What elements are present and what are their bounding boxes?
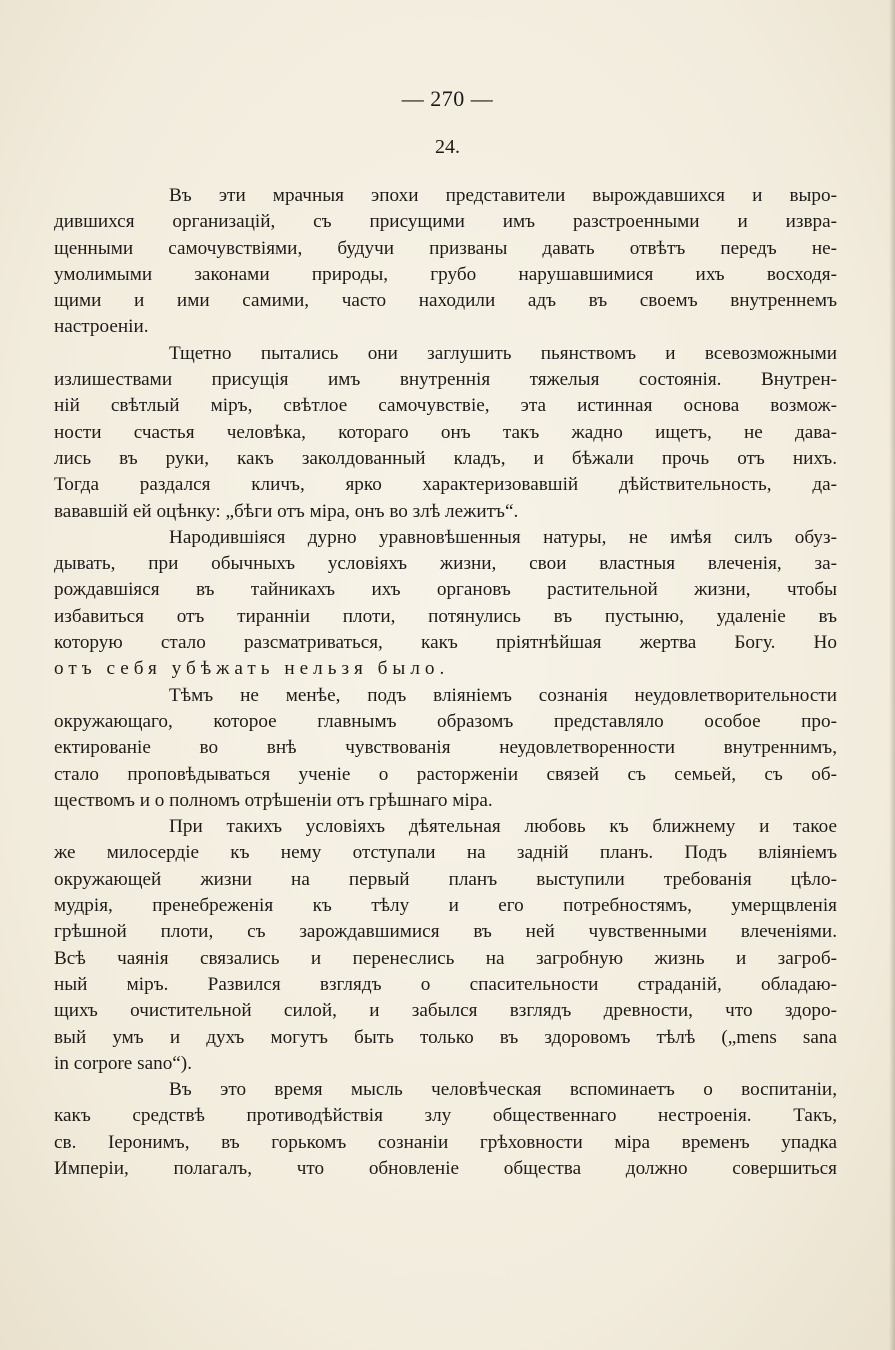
text-line: рождавшіяся въ тайникахъ ихъ органовъ растительной жизни, чтобы (54, 579, 837, 601)
text-line: ществомъ и о полномъ отрѣшеніи отъ грѣшнаго міра. (54, 789, 493, 811)
text-line: избавиться отъ тиранніи плоти, потянулись въ пустыню, удаленіе въ (54, 605, 837, 627)
text-line: Тщетно пытались они заглушить пьянствомъ и всевозможными (169, 342, 837, 364)
text-line: отъ себя убѣжать нельзя было. (54, 658, 450, 680)
text-line: Тѣмъ не менѣе, подъ вліяніемъ сознанія неудовлетворительности (169, 684, 837, 706)
paragraph-3 (54, 525, 837, 683)
text-line: мудрія, пренебреженія къ тѣлу и его потребностямъ, умерщвленія (54, 895, 837, 917)
text-line: Въ это время мысль человѣческая вспоминаетъ о воспитаніи, (169, 1079, 837, 1101)
text-line: настроеніи. (54, 316, 149, 338)
text-line: лись въ руки, какъ заколдованный кладъ, и бѣжали прочь отъ нихъ. (54, 447, 837, 469)
paragraph-4 (54, 683, 837, 814)
text-line: дившихся организацій, съ присущими имъ разстроенными и извра- (54, 211, 837, 233)
page-edge-shadow (889, 0, 895, 1350)
text-line: какъ средствѣ противодѣйствія злу общественнаго нестроенія. Такъ, (54, 1105, 837, 1127)
text-line: дывать, при обычныхъ условіяхъ жизни, свои властныя влеченія, за- (54, 553, 837, 575)
text-line: щими и ими самими, часто находили адъ въ своемъ внутреннемъ (54, 290, 837, 312)
text-line: окружающей жизни на первый планъ выступили требованія цѣло- (54, 868, 837, 890)
text-line: грѣшной плоти, съ зарождавшимися въ ней чувственными влеченіями. (54, 921, 837, 943)
text-line: вававшій ей оцѣнку: „бѣги отъ міра, онъ во злѣ лежитъ“. (54, 500, 519, 522)
paragraph-6 (54, 1077, 837, 1182)
body-text (54, 183, 837, 1182)
text-line: При такихъ условіяхъ дѣятельная любовь къ ближнему и такое (169, 816, 837, 838)
text-line: вый умъ и духъ могутъ быть только въ здоровомъ тѣлѣ („mens sana (54, 1026, 837, 1048)
paragraph-5 (54, 814, 837, 1077)
text-line: ній свѣтлый міръ, свѣтлое самочувствіе, эта истинная основа возмож- (54, 395, 837, 417)
text-line: щенными самочувствіями, будучи призваны давать отвѣтъ передъ не- (54, 237, 837, 259)
text-line: Имперіи, полагалъ, что обновленіе общества должно совершиться (54, 1157, 837, 1179)
text-line: Въ эти мрачныя эпохи представители вырождавшихся и выро- (169, 185, 837, 206)
text-line: стало проповѣдываться ученіе о расторженіи связей съ семьей, съ об- (54, 763, 837, 785)
text-line: которую стало разсматриваться, какъ пріятнѣйшая жертва Богу. Но (54, 632, 837, 654)
section-number: 24. (435, 136, 460, 158)
paragraph-2 (54, 341, 837, 525)
text-line: Тогда раздался кличъ, ярко характеризовавшій дѣйствительность, да- (54, 474, 837, 496)
page-number: — 270 — (401, 86, 494, 111)
text-line: же милосердіе къ нему отступали на задній планъ. Подъ вліяніемъ (54, 842, 837, 864)
text-line: умолимыми законами природы, грубо нарушавшимися ихъ восходя- (54, 263, 837, 285)
text-line: ности счастья человѣка, котораго онъ такъ жадно ищетъ, не дава- (54, 421, 837, 443)
text-line: Народившіяся дурно уравновѣшенныя натуры, не имѣя силъ обуз- (169, 526, 837, 548)
paragraph-1 (54, 183, 837, 341)
text-line: in corpore sano“). (54, 1052, 192, 1074)
text-line: Всѣ чаянія связались и перенеслись на загробную жизнь и загроб- (54, 947, 837, 969)
text-line: окружающаго, которое главнымъ образомъ представляло особое про- (54, 710, 837, 732)
text-line: ный міръ. Развился взглядъ о спасительности страданій, обладаю- (54, 973, 837, 995)
text-line: св. Іеронимъ, въ горькомъ сознаніи грѣховности міра временъ упадка (54, 1131, 837, 1153)
text-line: щихъ очистительной силой, и забылся взглядъ древности, что здоро- (54, 1000, 837, 1022)
text-line: излишествами присущія имъ внутреннія тяжелыя состоянія. Внутрен- (54, 369, 837, 391)
text-line: ектированіе во внѣ чувствованія неудовлетворенности внутреннимъ, (54, 737, 837, 759)
